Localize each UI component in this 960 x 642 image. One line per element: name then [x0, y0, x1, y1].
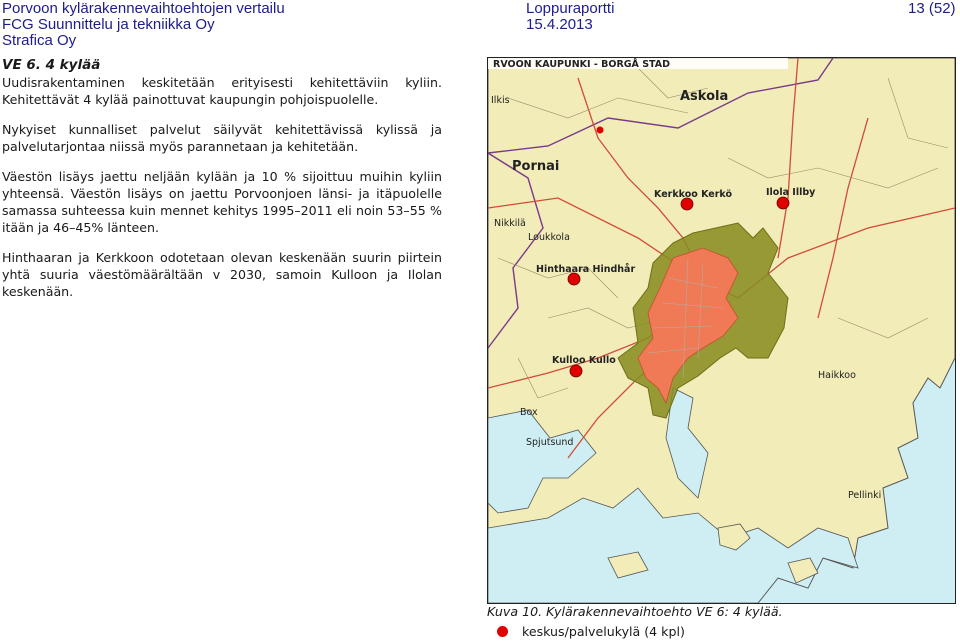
map-label-haikkoo: Haikkoo	[818, 370, 856, 381]
paragraph-1: Uudisrakentaminen keskitetään erityisesti kehitettäviin kyliin. Kehitettävät 4 kylää painottuvat kaupungin pohjoispuolelle.	[2, 75, 442, 107]
map-label-kerkkoo: Kerkkoo Kerkö	[654, 189, 732, 200]
paragraph-4: Hinthaaran ja Kerkkoon odotetaan olevan keskenään suurin piirtein yhtä suuria väestömäärältään v 2030, samoin Kulloon ja Ilolan keskenään.	[2, 250, 442, 299]
figure-caption: Kuva 10. Kylärakennevaihtoehto VE 6: 4 kylää.	[487, 604, 783, 619]
map-label-askola: Askola	[680, 89, 729, 104]
village-marker-minor	[597, 127, 604, 134]
map-label-spjutsund: Spjutsund	[526, 437, 574, 448]
red-circle-icon	[497, 626, 508, 637]
paragraph-3: Väestön lisäys jaettu neljään kylään ja 10 % sijoittuu muihin kyliin yhteensä. Väestön lisäys on jaettu Porvoonjoen länsi- ja itäpuolelle samassa suhteessa kuin mennet kehitys 1995–2011 eli noin 53–55 % itään ja 46–45% länteen.	[2, 169, 442, 235]
map-label-hinthaara: Hinthaara Hindhår	[536, 264, 636, 275]
page-number: 13 (52)	[908, 0, 956, 17]
section-title: VE 6. 4 kylää	[2, 57, 101, 73]
map-label-top: RVOON KAUPUNKI - BORGÅ STAD	[493, 59, 671, 70]
map-label-pornainen: Pornai	[512, 159, 560, 174]
legend-label: keskus/palvelukylä (4 kpl)	[522, 624, 685, 639]
map-svg	[488, 58, 955, 603]
map-figure	[487, 57, 956, 604]
report-author-2: Strafica Oy	[2, 32, 77, 49]
map-label-nikkila: Nikkilä	[494, 218, 526, 229]
village-marker-ilola	[777, 197, 789, 209]
report-date: 15.4.2013	[526, 16, 593, 33]
map-label-loukkola: Loukkola	[528, 232, 570, 243]
report-author-1: FCG Suunnittelu ja tekniikka Oy	[2, 16, 215, 33]
map-label-pellinge: Pellinki	[848, 490, 882, 501]
map-label-kulloo: Kulloo Kullo	[552, 355, 616, 366]
map-label-ilkis: Ilkis	[491, 95, 510, 106]
map-label-ilola: Ilola Illby	[766, 187, 816, 198]
map-legend	[507, 624, 685, 639]
paragraph-2: Nykyiset kunnalliset palvelut säilyvät kehitettävissä kylissä ja palvelutarjontaa niissä myös parannetaan ja kehitetään.	[2, 122, 442, 154]
report-title: Porvoon kylärakennevaihtoehtojen vertailu	[2, 0, 285, 17]
text-column	[2, 56, 442, 313]
report-type: Loppuraportti	[526, 0, 615, 17]
village-marker-kulloo	[570, 365, 582, 377]
map-label-box: Box	[520, 407, 538, 418]
